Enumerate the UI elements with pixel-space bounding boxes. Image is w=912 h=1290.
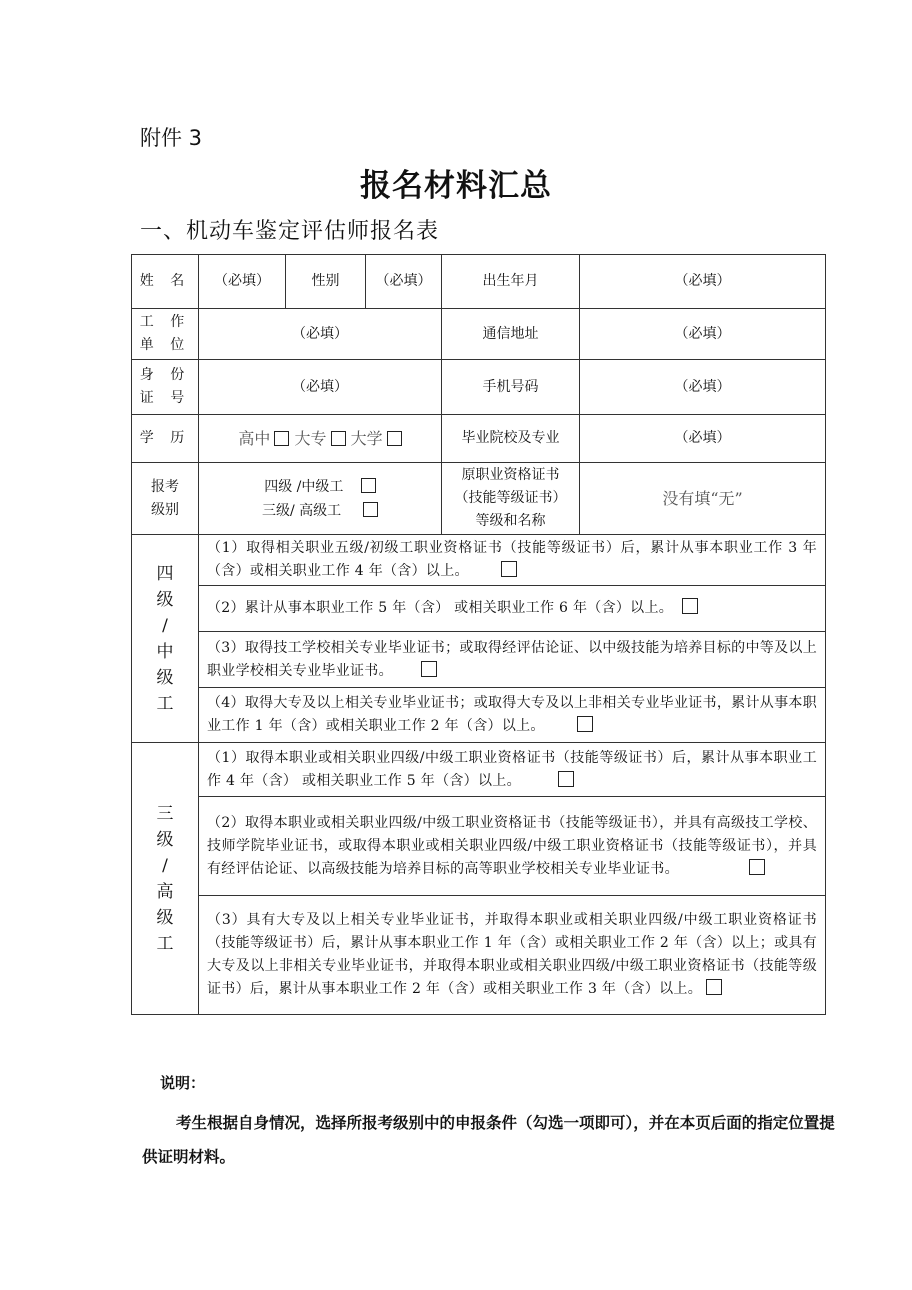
address-field[interactable]: （必填） xyxy=(580,309,826,360)
level-option-3: 三级/ 高级工 xyxy=(262,502,342,519)
level4-cond1-checkbox[interactable] xyxy=(501,561,517,577)
id-number-field[interactable]: （必填） xyxy=(199,360,442,415)
level4-cond2-checkbox[interactable] xyxy=(682,598,698,614)
level4-condition-2 xyxy=(199,586,826,632)
work-unit-label-line2: 单 位 xyxy=(139,337,191,353)
registration-form xyxy=(131,254,826,1015)
level-4-checkbox[interactable] xyxy=(361,478,376,493)
level4-cond3-checkbox[interactable] xyxy=(421,661,437,677)
gender-field[interactable]: （必填） xyxy=(366,255,442,309)
education-label: 学 历 xyxy=(132,415,199,463)
exam-level-options xyxy=(199,463,442,535)
level3-condition-1 xyxy=(199,743,826,797)
level3-char: / xyxy=(162,855,168,876)
edu-option-university: 大学 xyxy=(350,429,383,448)
level4-cond4-checkbox[interactable] xyxy=(577,716,593,732)
condition-text: （1）取得本职业或相关职业四级/中级工职业资格证书（技能等级证书）后，累计从事本职业工作 4 年（含） 或相关职业工作 5 年（含）以上。 xyxy=(207,749,817,789)
school-major-field[interactable]: （必填） xyxy=(580,415,826,463)
level3-section-label xyxy=(132,743,199,1015)
work-unit-label-line1: 工 作 xyxy=(139,314,191,330)
note-label: 说明： xyxy=(160,1074,206,1092)
level4-condition-4 xyxy=(199,688,826,743)
original-cert-label xyxy=(442,463,580,535)
id-number-label xyxy=(132,360,199,415)
exam-level-label-line2: 级别 xyxy=(151,501,179,518)
level4-char: 四 xyxy=(156,563,174,584)
name-label: 姓 名 xyxy=(132,255,199,309)
edu-checkbox-highschool[interactable] xyxy=(274,431,289,446)
condition-text: （3）取得技工学校相关专业毕业证书；或取得经评估论证、以中级技能为培养目标的中等及以上职业学校相关专业毕业证书。 xyxy=(207,639,817,679)
level4-char: 工 xyxy=(156,693,174,714)
edu-checkbox-university[interactable] xyxy=(387,431,402,446)
level4-char: 级 xyxy=(156,667,174,688)
edu-checkbox-college[interactable] xyxy=(331,431,346,446)
edu-option-highschool: 高中 xyxy=(238,429,271,448)
level3-char: 工 xyxy=(156,933,174,954)
level3-cond2-checkbox[interactable] xyxy=(749,859,765,875)
cert-label-line2: （技能等级证书） xyxy=(454,490,567,506)
page-title: 报名材料汇总 xyxy=(360,168,552,204)
level3-condition-2 xyxy=(199,797,826,896)
id-label-line2: 证 号 xyxy=(139,390,191,406)
level-3-checkbox[interactable] xyxy=(363,502,378,517)
attachment-number: 附件 3 xyxy=(140,126,203,150)
exam-level-label xyxy=(132,463,199,535)
level4-condition-1 xyxy=(199,535,826,586)
condition-text: （4）取得大专及以上相关专业毕业证书；或取得大专及以上非相关专业毕业证书，累计从事本职业工作 1 年（含）或相关职业工作 2 年（含）以上。 xyxy=(207,695,817,734)
phone-field[interactable]: （必填） xyxy=(580,360,826,415)
level3-condition-3 xyxy=(199,896,826,1015)
form-subtitle: 一、机动车鉴定评估师报名表 xyxy=(140,219,440,244)
level3-char: 级 xyxy=(156,829,174,850)
exam-level-label-line1: 报考 xyxy=(151,478,179,495)
birth-field[interactable]: （必填） xyxy=(580,255,826,309)
birth-label: 出生年月 xyxy=(442,255,580,309)
level3-char: 三 xyxy=(156,803,174,824)
condition-text: （2）取得本职业或相关职业四级/中级工职业资格证书（技能等级证书），并具有高级技工学校、技师学院毕业证书，或取得本职业或相关职业四级/中级工职业资格证书（技能等级证书），并具有经评估论证、以高级技能为培养目标的高等职业学校相关专业毕业证书。 xyxy=(207,814,817,877)
condition-text: （2）累计从事本职业工作 5 年（含） 或相关职业工作 6 年（含）以上。 xyxy=(207,600,674,616)
level4-char: 级 xyxy=(156,589,174,610)
condition-text: （3）具有大专及以上相关专业毕业证书，并取得本职业或相关职业四级/中级工职业资格证书（技能等级证书）后，累计从事本职业工作 1 年（含）或相关职业工作 2 年（含）以上；或具有大专及以上非相关专业毕业证书，并取得本职业或相关职业四级/中级工职业资格证书（技能等级证书）后，累计从事本职业工作 2 年（含）或相关职业工作 3 年（含）以上。 xyxy=(207,912,817,997)
work-unit-field[interactable]: （必填） xyxy=(199,309,442,360)
education-options xyxy=(199,415,442,463)
level-option-4: 四级 /中级工 xyxy=(264,478,344,495)
work-unit-label xyxy=(132,309,199,360)
level4-char: 中 xyxy=(156,641,174,662)
level4-char: / xyxy=(162,615,168,636)
cert-label-line1: 原职业资格证书 xyxy=(461,467,560,483)
phone-label: 手机号码 xyxy=(442,360,580,415)
school-major-label: 毕业院校及专业 xyxy=(442,415,580,463)
level4-condition-3 xyxy=(199,632,826,688)
level3-char: 高 xyxy=(156,881,174,902)
note-text: 考生根据自身情况，选择所报考级别中的申报条件（勾选一项即可），并在本页后面的指定位置提供证明材料。 xyxy=(142,1114,835,1166)
level3-cond3-checkbox[interactable] xyxy=(706,979,722,995)
address-label: 通信地址 xyxy=(442,309,580,360)
original-cert-field[interactable]: 没有填“无” xyxy=(580,463,826,535)
condition-text: （1）取得相关职业五级/初级工职业资格证书（技能等级证书）后，累计从事本职业工作 3 年（含）或相关职业工作 4 年（含）以上。 xyxy=(207,540,817,579)
id-label-line1: 身 份 xyxy=(139,367,191,383)
level4-section-label xyxy=(132,535,199,743)
gender-label: 性别 xyxy=(286,255,366,309)
level3-cond1-checkbox[interactable] xyxy=(558,771,574,787)
name-field[interactable]: （必填） xyxy=(199,255,286,309)
cert-label-line3: 等级和名称 xyxy=(475,513,546,529)
edu-option-college: 大专 xyxy=(294,429,327,448)
level3-char: 级 xyxy=(156,907,174,928)
